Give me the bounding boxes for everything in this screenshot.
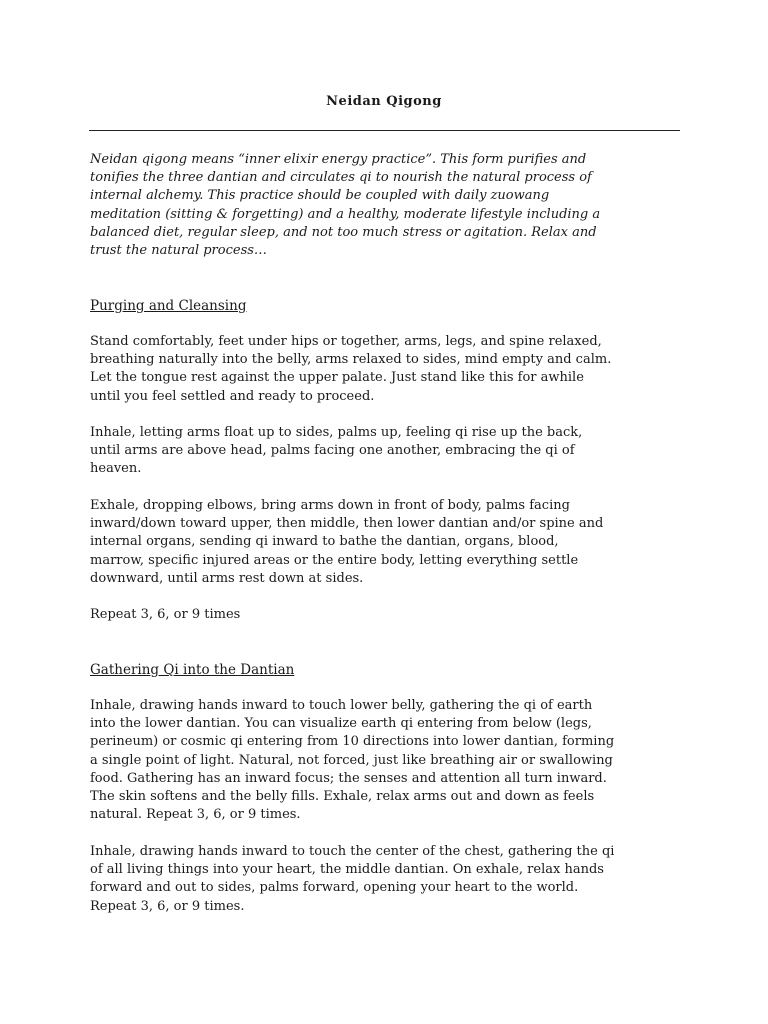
text-line: until arms are above head, palms facing one another, embracing the qi of [90,443,575,459]
text-line: natural. Repeat 3, 6, or 9 times. [90,807,301,823]
text-line: until you feel settled and ready to proceed. [90,388,375,404]
text-line: trust the natural process… [90,243,267,259]
text-line: Inhale, letting arms float up to sides, palms up, feeling qi rise up the back, [90,425,583,440]
text-line: Inhale, drawing hands inward to touch lower belly, gathering the qi of earth [90,698,593,713]
text-line: food. Gathering has an inward focus; the senses and attention all turn inward. [90,770,607,786]
page-title: Neidan Qigong [326,94,442,109]
title-divider [89,130,680,131]
text-line: Exhale, dropping elbows, bring arms down in front of body, palms facing [90,498,570,513]
text-line: heaven. [90,461,142,477]
paragraph-exhale-elbows [90,497,690,588]
text-line: breathing naturally into the belly, arms relaxed to sides, mind empty and calm. [90,352,612,368]
text-line: Inhale, drawing hands inward to touch the center of the chest, gathering the qi [90,844,615,859]
paragraph-stand [90,333,690,406]
text-line: balanced diet, regular sleep, and not too much stress or agitation. Relax and [90,224,597,240]
text-line: Neidan qigong means “inner elixir energy practice”. This form purifies and [90,152,587,167]
text-line: The skin softens and the belly fills. Exhale, relax arms out and down as feels [90,789,595,805]
text-line: tonifies the three dantian and circulates qi to nourish the natural process of [90,170,592,186]
text-line: meditation (sitting & forgetting) and a healthy, moderate lifestyle including a [90,206,601,222]
text-line: Repeat 3, 6, or 9 times. [90,898,245,914]
paragraph-inhale-arms [90,424,690,479]
text-line: forward and out to sides, palms forward, opening your heart to the world. [90,880,579,896]
section-heading-purging: Purging and Cleansing [90,298,247,314]
text-line: downward, until arms rest down at sides. [90,570,364,586]
paragraph-middle-dantian [90,843,690,916]
text-line: marrow, specific injured areas or the entire body, letting everything settle [90,552,579,568]
text-line: inward/down toward upper, then middle, then lower dantian and/or spine and [90,516,604,532]
text-line: a single point of light. Natural, not forced, just like breathing air or swallowing [90,752,613,768]
text-line: perineum) or cosmic qi entering from 10 directions into lower dantian, forming [90,734,615,750]
text-line: Stand comfortably, feet under hips or together, arms, legs, and spine relaxed, [90,334,602,349]
intro-paragraph [90,151,690,260]
section-heading-gathering: Gathering Qi into the Dantian [90,662,295,678]
text-line: into the lower dantian. You can visualize earth qi entering from below (legs, [90,716,592,732]
text-line: internal organs, sending qi inward to bathe the dantian, organs, blood, [90,534,559,550]
text-line: Let the tongue rest against the upper palate. Just stand like this for awhile [90,370,584,386]
paragraph-repeat: Repeat 3, 6, or 9 times [90,607,241,622]
paragraph-lower-dantian [90,697,690,824]
text-line: internal alchemy. This practice should be coupled with daily zuowang [90,188,550,204]
text-line: of all living things into your heart, the middle dantian. On exhale, relax hands [90,862,604,878]
